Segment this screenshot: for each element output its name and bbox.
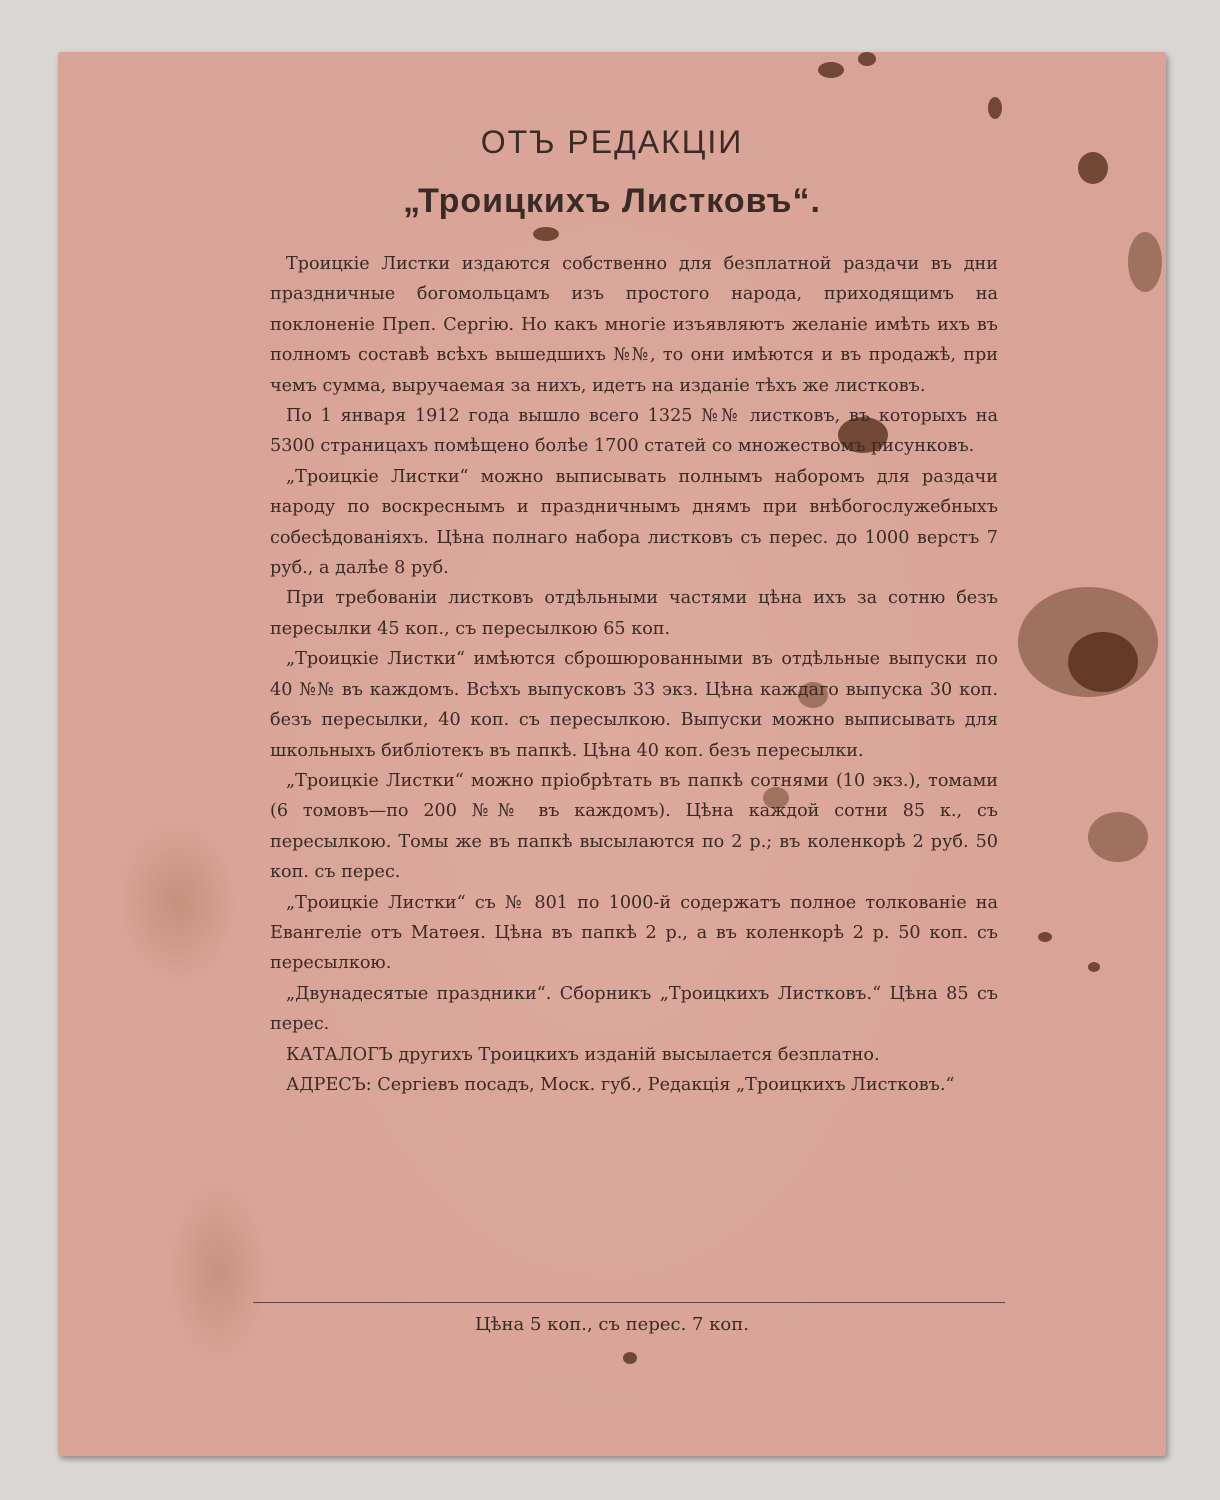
price-line: Цѣна 5 коп., съ перес. 7 коп. <box>474 1314 749 1335</box>
paragraph: КАТАЛОГЪ другихъ Троицкихъ изданій высылается безплатно. <box>286 1044 880 1065</box>
paragraph: По 1 января 1912 года вышло всего 1325 №№ листковъ, въ которыхъ на 5300 страницахъ помѣщено болѣе 1700 статей со множествомъ рисунковъ. <box>270 406 998 457</box>
page-sheet <box>58 52 1166 1456</box>
paragraph: „Троицкіе Листки“ съ № 801 по 1000-й содержатъ полное толкованіе на Евангеліе отъ Матѳея. Цѣна въ папкѣ 2 р., а въ коленкорѣ 2 р. 50 коп. съ пересылкою. <box>270 892 998 974</box>
ink-stain <box>858 52 876 66</box>
heading-editorial: ОТЪ РЕДАКЦІИ <box>480 124 744 160</box>
paragraph: АДРЕСЪ: Сергіевъ посадъ, Моск. губ., Редакція „Троицкихъ Листковъ.“ <box>286 1074 955 1095</box>
paragraph: „Троицкіе Листки“ имѣются сброшюрованными въ отдѣльные выпуски по 40 №№ въ каждомъ. Всѣхъ выпусковъ 33 экз. Цѣна каждаго выпуска 30 коп. безъ пересылки, 40 коп. съ пересылкою. Выпуски можно выписывать для школьныхъ библіотекъ въ папкѣ. Цѣна 40 коп. безъ пересылки. <box>270 649 998 761</box>
ink-stain <box>1088 962 1100 972</box>
paragraph: „Троицкіе Листки“ можно выписывать полнымъ наборомъ для раздачи народу по воскреснымъ и праздничнымъ днямъ при внѣбогослужебныхъ собесѣдованіяхъ. Цѣна полнаго набора листковъ съ перес. до 1000 верстъ 7 руб., а далѣе 8 руб. <box>270 466 998 579</box>
ink-stain <box>1038 932 1052 942</box>
ink-stain <box>818 62 844 78</box>
divider <box>253 1302 1005 1303</box>
paragraph: „Двунадесятые праздники“. Сборникъ „Троицкихъ Листковъ.“ Цѣна 85 съ перес. <box>270 983 998 1035</box>
ink-stain <box>1128 232 1162 292</box>
ink-stain <box>1068 632 1138 692</box>
heading-publication: „Троицкихъ Листковъ“. <box>403 182 821 220</box>
ink-stain <box>988 97 1002 119</box>
paragraph: Троицкіе Листки издаются собственно для безплатной раздачи въ дни праздничные богомольцамъ изъ простого народа, приходящимъ на поклоненіе Преп. Сергію. Но какъ многіе изъявляютъ желаніе имѣть ихъ въ полномъ составѣ всѣхъ вышедшихъ №№, то они имѣются и въ продажѣ, при чемъ сумма, выручаемая за нихъ, идетъ на изданіе тѣхъ же листковъ. <box>270 254 998 396</box>
ink-stain <box>533 227 559 241</box>
notice-body <box>270 249 998 1100</box>
ink-stain <box>623 1352 637 1364</box>
ink-stain <box>1088 812 1148 862</box>
paragraph: При требованіи листковъ отдѣльными частями цѣна ихъ за сотню безъ пересылки 45 коп., съ пересылкою 65 коп. <box>270 588 998 639</box>
paragraph: „Троицкіе Листки“ можно пріобрѣтать въ папкѣ сотнями (10 экз.), томами (6 томовъ—по 200 №№ въ каждомъ). Цѣна каждой сотни 85 к., съ пересылкою. Томы же въ папкѣ высылаются по 2 р.; въ коленкорѣ 2 руб. 50 коп. съ перес. <box>270 770 998 883</box>
